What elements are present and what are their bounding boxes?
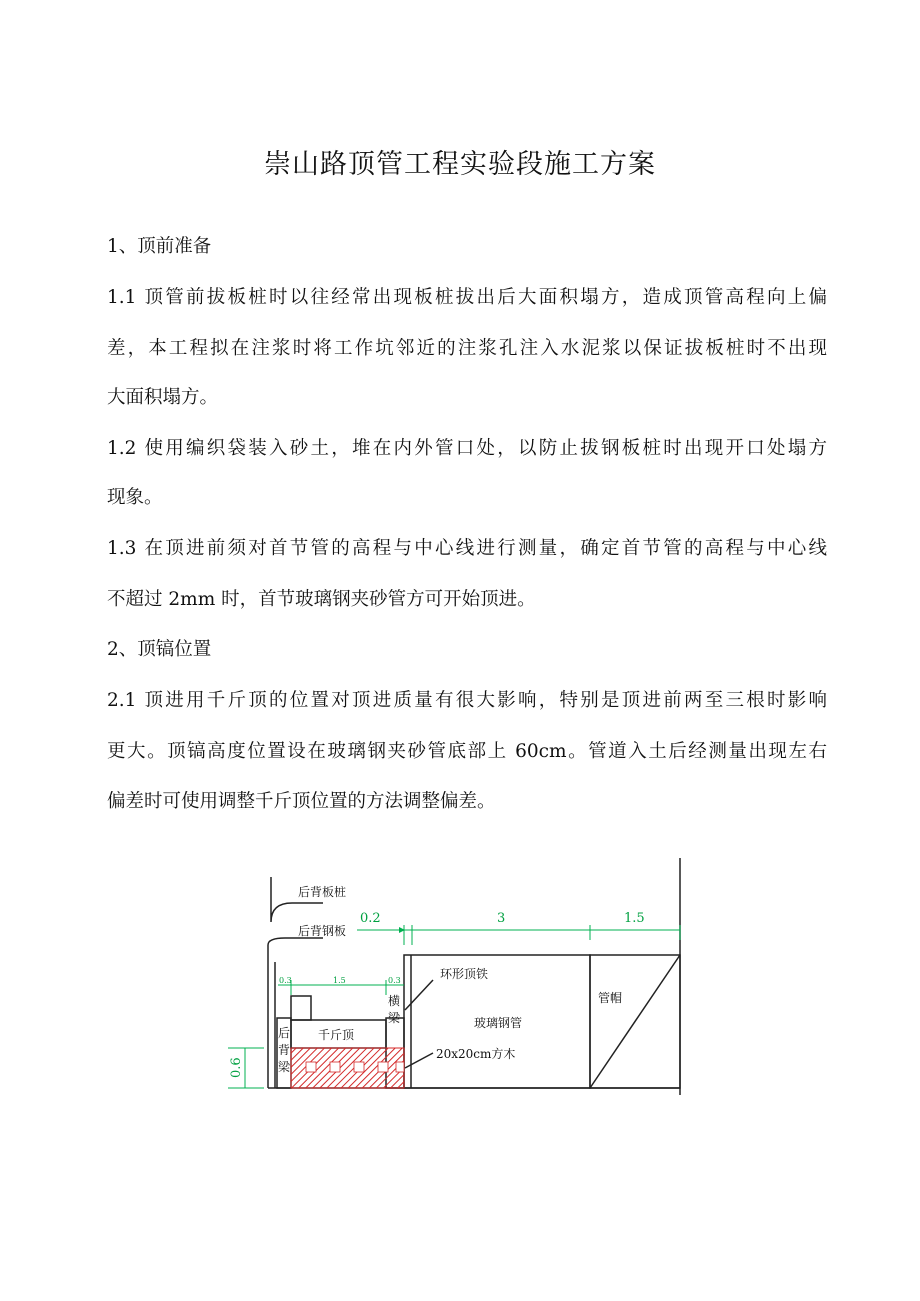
label-square-timber: 20x20cm方木: [436, 1047, 516, 1061]
label-ring-jack-iron: 环形顶铁: [440, 967, 489, 981]
dim-small-right: 0.3: [388, 976, 401, 985]
dim-small-mid: 1.5: [333, 976, 346, 985]
label-grp-pipe: 玻璃钢管: [474, 1016, 523, 1030]
paragraph-line: 1.2 使用编织袋装入砂土，堆在内外管口处，以防止拔钢板桩时出现开口处塌方: [107, 438, 827, 459]
back-steel-plate-line: [268, 938, 323, 945]
dim-1-5: 1.5: [624, 911, 645, 926]
label-jack: 千斤顶: [318, 1028, 355, 1042]
label-pipe-cap: 管帽: [598, 991, 623, 1005]
paragraph-line: 1.3 在顶进前须对首节管的高程与中心线进行测量，确定首节管的高程与中心线: [107, 538, 827, 559]
paragraph-line: 不超过 2mm 时，首节玻璃钢夹砂管方可开始顶进。: [107, 589, 536, 610]
paragraph-line: 2.1 顶进用千斤顶的位置对顶进质量有很大影响，特别是顶进前两至三根时影响: [107, 690, 827, 711]
ring-jack-leader: [405, 980, 433, 1010]
section-heading: 2、顶镐位置: [107, 639, 212, 660]
paragraph-line: 大面积塌方。: [107, 387, 219, 408]
label-back-beam: 后: [278, 1026, 291, 1040]
label-back-sheet-pile: 后背板桩: [298, 885, 347, 899]
paragraph-line: 1.1 顶管前拔板桩时以往经常出现板桩拔出后大面积塌方，造成顶管高程向上偏: [107, 287, 827, 308]
paragraph-line: 更大。顶镐高度位置设在玻璃钢夹砂管底部上 60cm。管道入土后经测量出现左右: [107, 741, 827, 762]
paragraph-line: 现象。: [107, 487, 163, 508]
label-back-beam: 背: [278, 1043, 291, 1057]
paragraph-line: 偏差时可使用调整千斤顶位置的方法调整偏差。: [107, 791, 496, 812]
label-cross-beam: 横: [388, 994, 401, 1008]
dim-small-left: 0.3: [279, 976, 292, 985]
label-back-steel-plate: 后背钢板: [298, 924, 347, 938]
label-back-beam: 梁: [278, 1060, 291, 1074]
back-sheet-pile-line: [271, 877, 323, 922]
dim-0-2: 0.2: [360, 911, 381, 926]
section-heading: 1、顶前准备: [107, 236, 212, 257]
document-title: 崇山路顶管工程实验段施工方案: [264, 149, 656, 180]
label-cross-beam: 梁: [388, 1011, 401, 1025]
dim-height: 0.6: [229, 1057, 244, 1078]
dim-3: 3: [497, 911, 506, 926]
paragraph-line: 差，本工程拟在注浆时将工作坑邻近的注浆孔注入水泥浆以保证拔板桩时不出现: [107, 338, 827, 359]
